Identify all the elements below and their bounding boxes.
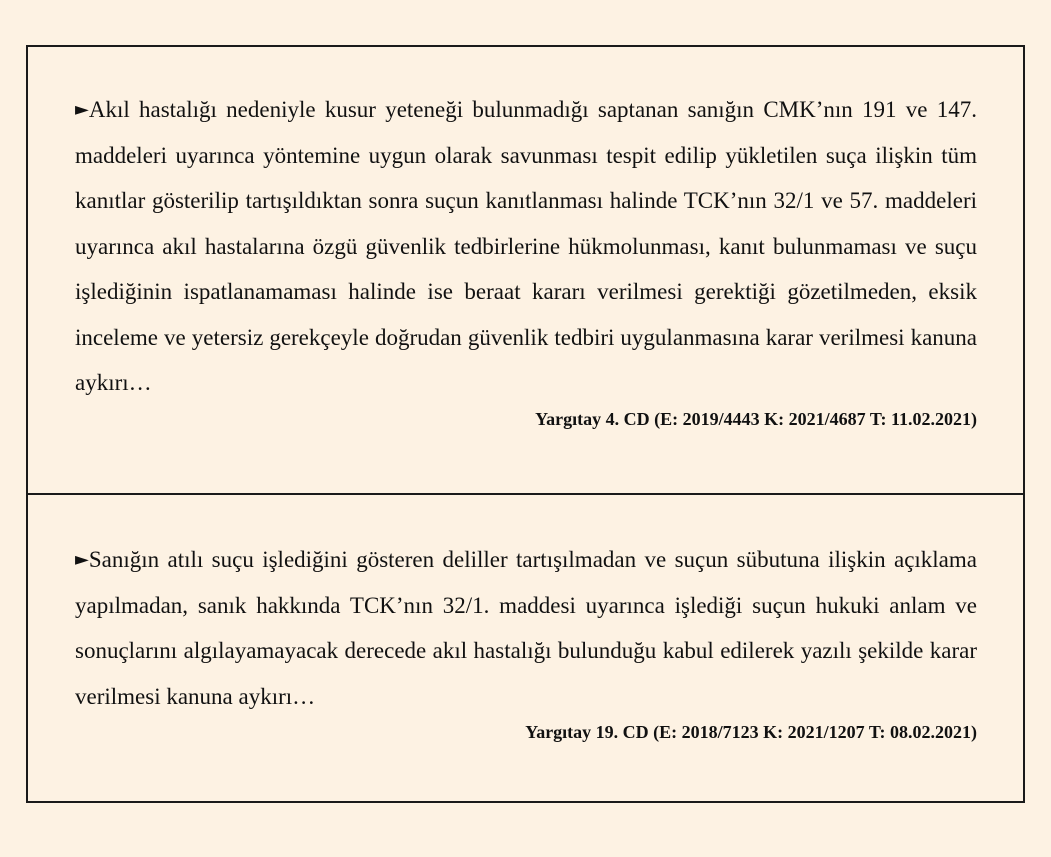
decision-text-1 [75,87,977,406]
decision-block-1 [28,47,1023,495]
decision-text-2 [75,537,977,719]
pointer-arrow-icon: ► [75,549,89,570]
decision-body-1: Akıl hastalığı nedeniyle kusur yeteneği bulunmadığı saptanan sanığın CMK’nın 191 ve 147. maddeleri uyarınca yöntemine uygun olarak savunması tespit edilip yükletilen suça ilişkin tüm kanıtlar gösterilip tartışıldıktan sonra suçun kanıtlanması halinde TCK’nın 32/1 ve 57. maddeleri uyarınca akıl hastalarına özgü güvenlik tedbirlerine hükmolunması, kanıt bulunmaması ve suçu işlediğinin ispatlanamaması halinde ise beraat kararı verilmesi gerektiği gözetilmeden, eksik inceleme ve yetersiz gerekçeyle doğrudan güvenlik tedbiri uygulanmasına karar verilmesi kanuna aykırı… [75,97,977,395]
decision-citation-2: Yargıtay 19. CD (E: 2018/7123 K: 2021/1207 T: 08.02.2021) [525,722,977,742]
decision-box [26,45,1025,803]
decision-body-2: Sanığın atılı suçu işlediğini gösteren deliller tartışılmadan ve suçun sübutuna ilişkin açıklama yapılmadan, sanık hakkında TCK’nın 32/1. maddesi uyarınca işlediği suçun hukuki anlam ve sonuçlarını algılayamayacak derecede akıl hastalığı bulunduğu kabul edilerek yazılı şekilde karar verilmesi kanuna aykırı… [75,547,977,709]
decision-citation-1: Yargıtay 4. CD (E: 2019/4443 K: 2021/4687 T: 11.02.2021) [535,408,977,429]
pointer-arrow-icon: ► [75,99,89,120]
decision-block-2 [28,495,1023,803]
